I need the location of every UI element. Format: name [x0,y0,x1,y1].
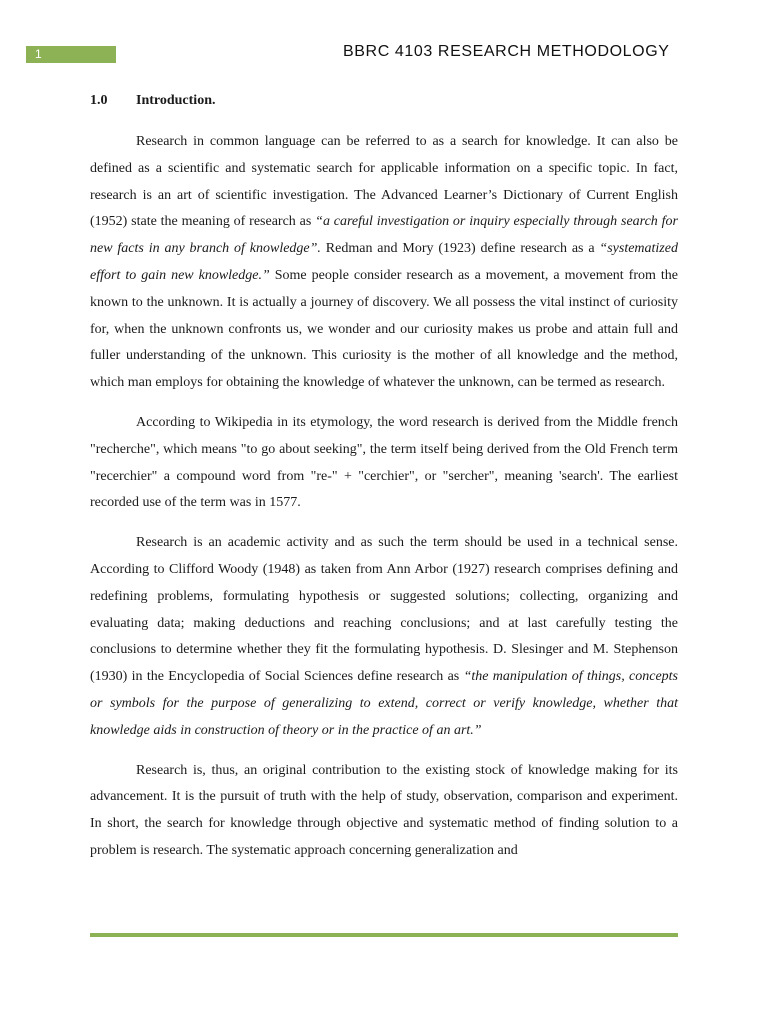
section-heading [90,93,215,109]
paragraph-3-text-a: Research is an academic activity and as such the term should be used in a technical sense. According to Clifford Woody (1948) as taken from Ann Arbor (1927) research comprises defining and redefining problems, formulating hypothesis or suggested solutions; collecting, organizing and evaluating data; making deductions and reaching conclusions; and at last carefully testing the conclusions to determine whether they fit the formulating hypothesis. D. Slesinger and M. Stephenson (1930) in the Encyclopedia of Social Sciences define research as [90,535,678,685]
paragraph-2: According to Wikipedia in its etymology, the word research is derived from the Middle french "recherche", which means "to go about seeking", the term itself being derived from the Old French term "recerchier" a compound word from "re-" + "cerchier", or "sercher", meaning 'search'. The earliest recorded use of the term was in 1577. [90,414,678,511]
paragraph-1 [90,129,678,397]
paragraph-1-text-c: Some people consider research as a movement, a movement from the known to the unknown. It is actually a journey of discovery. We all possess the vital instinct of curiosity for, when the unknown confronts us, we wonder and our curiosity makes us probe and attain full and fuller understanding of the unknown. This curiosity is the mother of all knowledge and the method, which man employs for obtaining the knowledge of whatever the unknown, can be termed as research. [90,267,678,391]
paragraph-4: Research is, thus, an original contribution to the existing stock of knowledge making for its advancement. It is the pursuit of truth with the help of study, observation, comparison and experiment. In short, the search for knowledge through objective and systematic method of finding solution to a problem is research. The systematic approach concerning generalization and [90,762,678,858]
quote-advanced-learners: “a careful investigation or inquiry especially through search for new facts in any branch of knowledge”. [90,214,678,257]
section-number: 1.0 [90,93,108,108]
section-title: Introduction. [136,93,216,108]
page-number: 1 [35,47,42,61]
quote-slesinger-stephenson: “the manipulation of things, concepts or symbols for the purpose of generalizing to extend, correct or verify knowledge, whether that knowledge aids in construction of theory or in the practice of an art.” [90,669,678,738]
running-header-title: BBRC 4103 RESEARCH METHODOLOGY [343,43,670,60]
footer-divider [90,933,678,937]
paragraph-1-text-b: Redman and Mory (1923) define research as a [320,241,600,257]
page-number-badge [26,46,116,63]
paragraph-3 [90,530,678,744]
quote-redman-mory: “systematized effort to gain new knowledge.” [90,241,678,283]
paragraph-1-text-a: Research in common language can be referred to as a search for knowledge. It can also be defined as a scientific and systematic search for applicable information on a specific topic. In fact, research is an art of scientific investigation. The Advanced Learner’s Dictionary of Current English (1952) state the meaning of research as [90,134,678,230]
document-body [90,129,678,878]
